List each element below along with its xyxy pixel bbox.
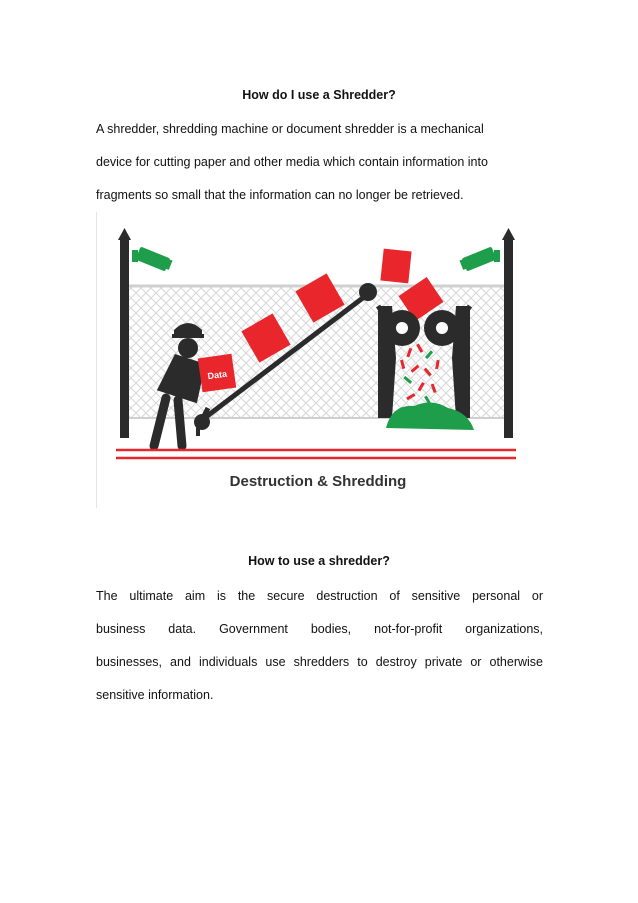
shredding-illustration bbox=[96, 208, 526, 508]
shredder-icon bbox=[378, 306, 474, 430]
paper-box bbox=[380, 249, 411, 284]
heading-how-do-i-use: How do I use a Shredder? bbox=[242, 88, 396, 102]
paragraph-line: businesses, and individuals use shredders to destroy private or otherwise bbox=[96, 655, 543, 669]
paragraph-aim bbox=[96, 580, 543, 712]
paragraph-line: fragments so small that the information can no longer be retrieved. bbox=[96, 188, 464, 202]
data-box bbox=[198, 354, 236, 392]
paragraph-line: A shredder, shredding machine or document shredder is a mechanical bbox=[96, 122, 484, 136]
paragraph-line: sensitive information. bbox=[96, 688, 214, 702]
security-camera-icon bbox=[132, 247, 172, 272]
figure-caption: Destruction & Shredding bbox=[229, 473, 407, 490]
heading-how-to-use: How to use a shredder? bbox=[248, 554, 390, 568]
data-box-label: Data bbox=[206, 368, 228, 382]
paragraph-line: device for cutting paper and other media which contain information into bbox=[96, 155, 488, 169]
security-camera-icon bbox=[460, 247, 500, 272]
paragraph-intro bbox=[96, 113, 543, 212]
paragraph-line: The ultimate aim is the secure destruction of sensitive personal or bbox=[96, 589, 543, 603]
paragraph-line: business data. Government bodies, not-for-profit organizations, bbox=[96, 622, 543, 636]
